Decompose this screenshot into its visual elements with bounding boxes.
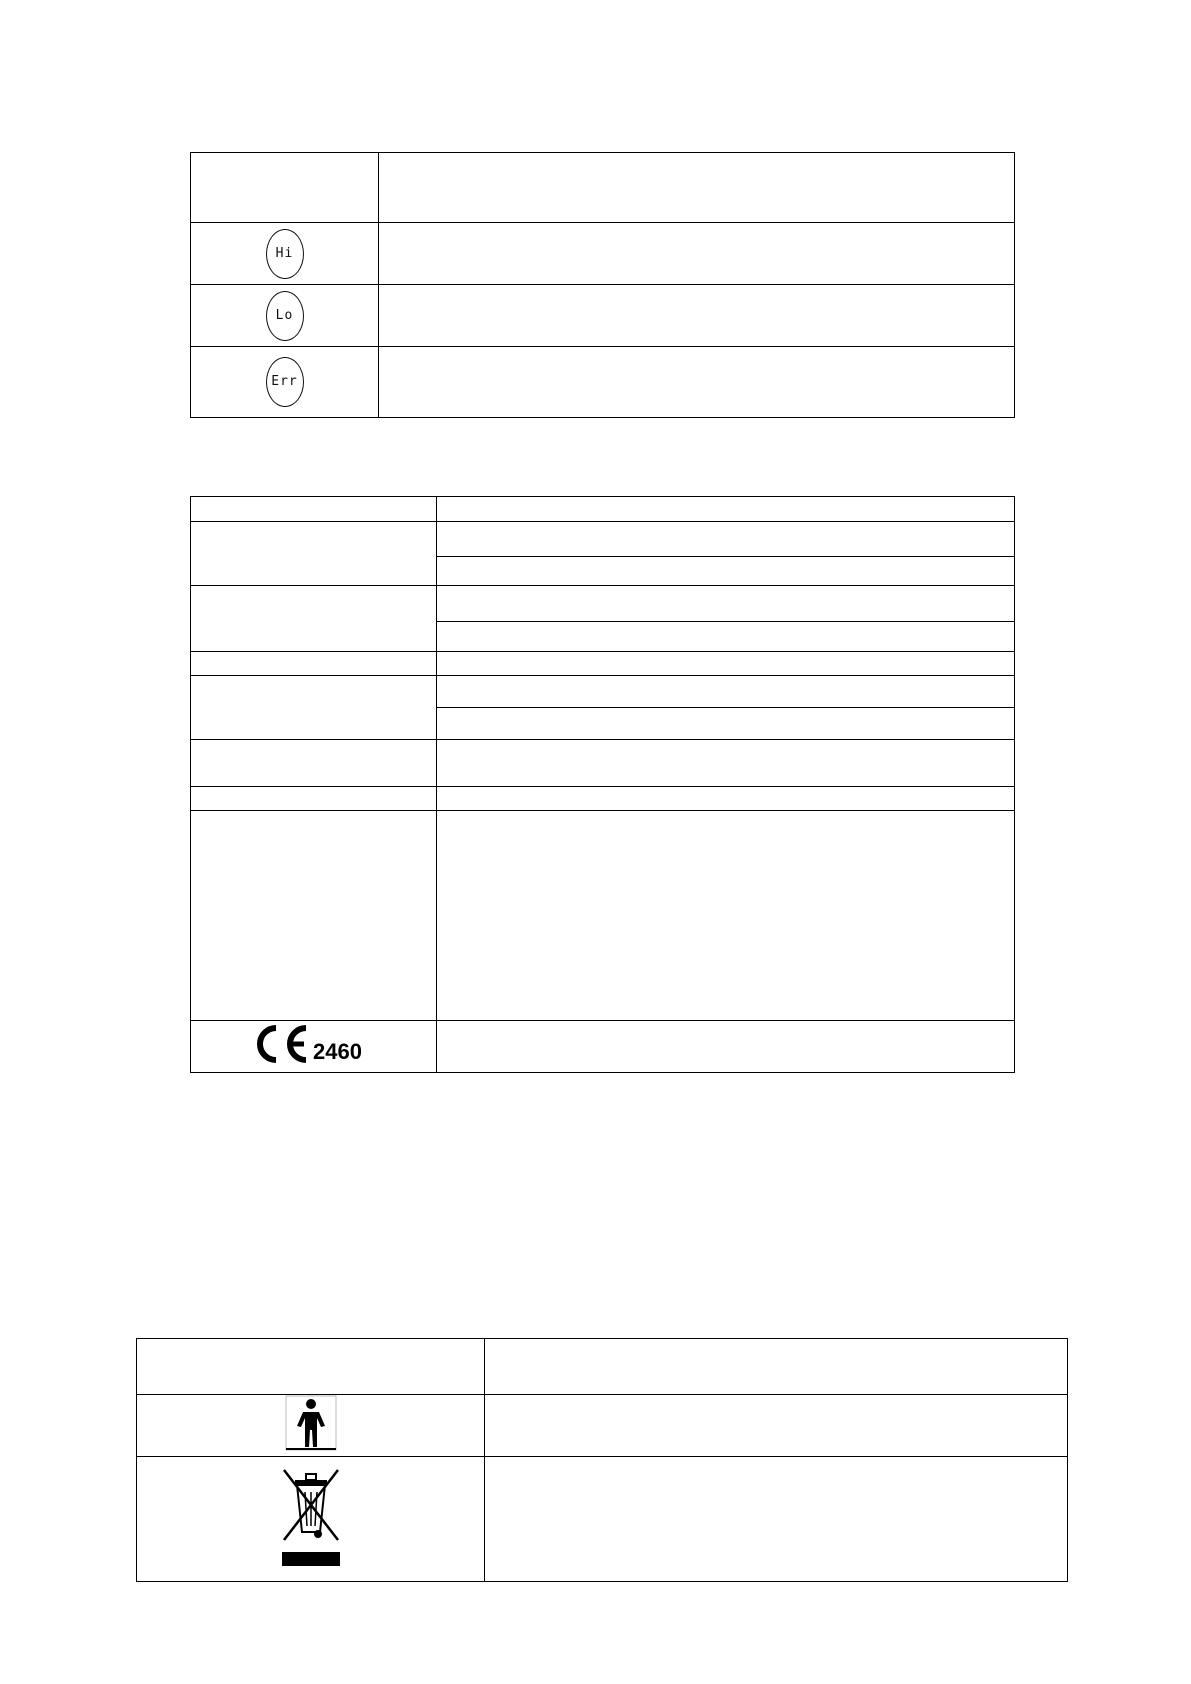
description-cell: [379, 285, 1015, 347]
spec-value-cell: [437, 557, 1015, 586]
spec-value-cell: [437, 708, 1015, 740]
ce-mark-cell: [191, 1021, 437, 1073]
description-cell: [485, 1395, 1068, 1457]
table-row: [137, 1395, 1068, 1457]
spec-label-cell: [191, 652, 437, 676]
spec-label-cell: [191, 676, 437, 740]
table-row: [191, 652, 1015, 676]
symbol-table: [136, 1338, 1068, 1582]
table-row: [137, 1457, 1068, 1582]
spec-label-cell: [191, 497, 437, 522]
spec-value-cell: [437, 676, 1015, 708]
spec-value-cell: [437, 1021, 1015, 1073]
table-row: [191, 787, 1015, 811]
description-cell: [379, 153, 1015, 223]
spec-label-cell: [191, 740, 437, 787]
spec-value-cell: [437, 787, 1015, 811]
symbol-cell: [191, 285, 379, 347]
description-cell: [379, 347, 1015, 418]
lo-display-symbol: Lo: [266, 291, 304, 341]
table-row: [191, 153, 1015, 223]
symbol-cell: [137, 1457, 485, 1582]
hi-display-symbol: Hi: [266, 229, 304, 279]
table-row: [191, 223, 1015, 285]
err-display-symbol: Err: [266, 357, 304, 407]
table-row: [191, 347, 1015, 418]
table-row: [191, 740, 1015, 787]
spec-value-cell: [437, 586, 1015, 622]
type-bf-applied-part-icon: [285, 1395, 337, 1451]
spec-label-cell: [191, 787, 437, 811]
weee-crossed-bin-icon: [278, 1464, 344, 1570]
ce-logo-icon: [251, 1023, 311, 1065]
table-row: [191, 497, 1015, 522]
table-row: [191, 285, 1015, 347]
table-row: [191, 586, 1015, 622]
specification-table: [190, 496, 1015, 1073]
spec-label-cell: [191, 586, 437, 652]
table-row: [191, 1021, 1015, 1073]
symbol-cell: [191, 347, 379, 418]
spec-value-cell: [437, 811, 1015, 1021]
description-cell: [485, 1339, 1068, 1395]
symbol-cell: [191, 223, 379, 285]
description-cell: [379, 223, 1015, 285]
display-symbol-table: [190, 152, 1015, 418]
table-row: [191, 522, 1015, 557]
spec-value-cell: [437, 497, 1015, 522]
spec-value-cell: [437, 652, 1015, 676]
table-row: [137, 1339, 1068, 1395]
symbol-cell: [137, 1339, 485, 1395]
symbol-cell: [191, 153, 379, 223]
symbol-cell: [137, 1395, 485, 1457]
spec-label-cell: [191, 811, 437, 1021]
description-cell: [485, 1457, 1068, 1582]
spec-value-cell: [437, 622, 1015, 652]
spec-label-cell: [191, 522, 437, 586]
ce-mark: [251, 1023, 362, 1065]
spec-value-cell: [437, 740, 1015, 787]
table-row: [191, 676, 1015, 708]
table-row: [191, 811, 1015, 1021]
spec-value-cell: [437, 522, 1015, 557]
notified-body-number: 2460: [313, 1039, 362, 1064]
